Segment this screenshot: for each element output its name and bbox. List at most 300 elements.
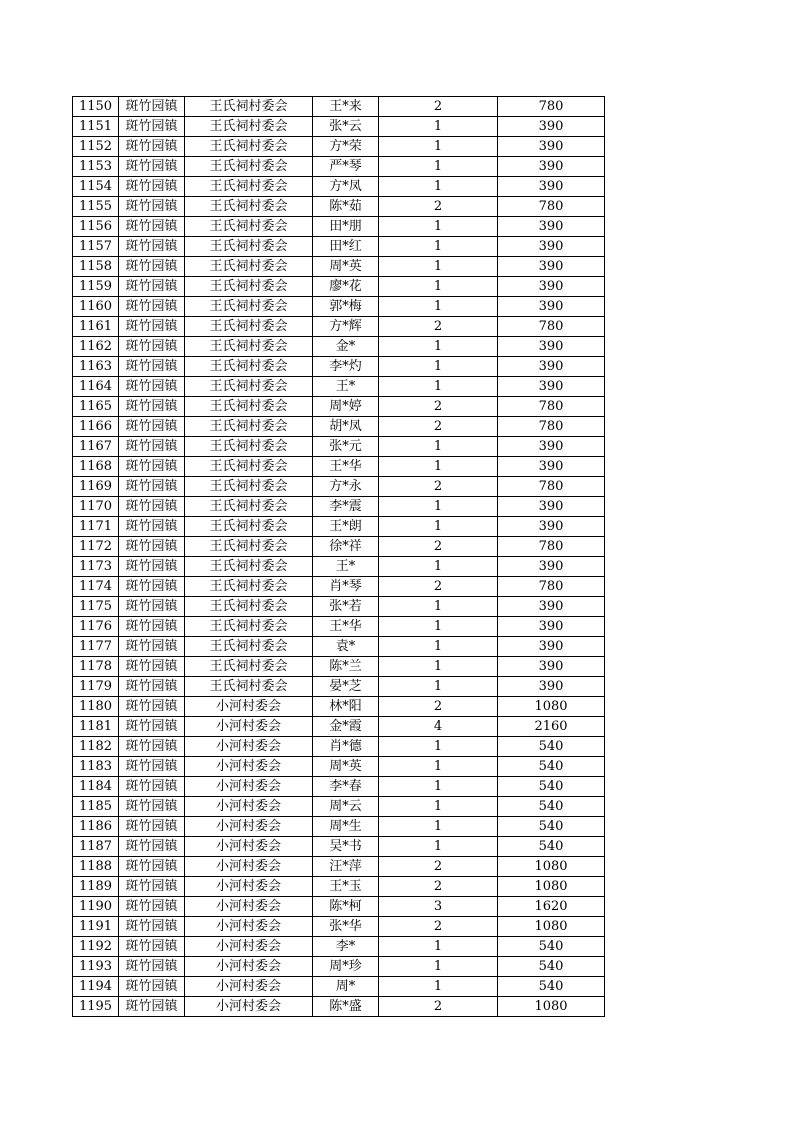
town-cell: 斑竹园镇 [119, 857, 185, 877]
village-cell: 小河村委会 [185, 877, 313, 897]
table-row [73, 817, 605, 837]
village-cell: 小河村委会 [185, 917, 313, 937]
town-cell: 斑竹园镇 [119, 177, 185, 197]
table-row [73, 177, 605, 197]
row-number-cell: 1166 [73, 417, 119, 437]
name-cell: 金*霞 [313, 717, 379, 737]
village-cell: 王氏祠村委会 [185, 637, 313, 657]
village-cell: 王氏祠村委会 [185, 257, 313, 277]
village-cell: 小河村委会 [185, 937, 313, 957]
name-cell: 周*珍 [313, 957, 379, 977]
count-cell: 1 [379, 177, 498, 197]
count-cell: 1 [379, 517, 498, 537]
name-cell: 李*春 [313, 777, 379, 797]
row-number-cell: 1175 [73, 597, 119, 617]
amount-cell: 780 [498, 197, 605, 217]
count-cell: 1 [379, 677, 498, 697]
village-cell: 小河村委会 [185, 857, 313, 877]
village-cell: 小河村委会 [185, 957, 313, 977]
count-cell: 1 [379, 457, 498, 477]
row-number-cell: 1171 [73, 517, 119, 537]
name-cell: 王* [313, 377, 379, 397]
table-row [73, 357, 605, 377]
amount-cell: 540 [498, 837, 605, 857]
row-number-cell: 1179 [73, 677, 119, 697]
table-row [73, 677, 605, 697]
count-cell: 1 [379, 797, 498, 817]
amount-cell: 390 [498, 217, 605, 237]
table-row [73, 97, 605, 117]
name-cell: 张*若 [313, 597, 379, 617]
table-row [73, 497, 605, 517]
table-row [73, 397, 605, 417]
village-cell: 小河村委会 [185, 697, 313, 717]
name-cell: 张*元 [313, 437, 379, 457]
row-number-cell: 1194 [73, 977, 119, 997]
village-cell: 小河村委会 [185, 777, 313, 797]
name-cell: 周*生 [313, 817, 379, 837]
name-cell: 陈*盛 [313, 997, 379, 1017]
table-row [73, 597, 605, 617]
name-cell: 李* [313, 937, 379, 957]
town-cell: 斑竹园镇 [119, 337, 185, 357]
name-cell: 陈*茹 [313, 197, 379, 217]
row-number-cell: 1172 [73, 537, 119, 557]
row-number-cell: 1190 [73, 897, 119, 917]
village-cell: 王氏祠村委会 [185, 537, 313, 557]
row-number-cell: 1162 [73, 337, 119, 357]
village-cell: 王氏祠村委会 [185, 617, 313, 637]
row-number-cell: 1169 [73, 477, 119, 497]
count-cell: 1 [379, 497, 498, 517]
amount-cell: 390 [498, 657, 605, 677]
row-number-cell: 1168 [73, 457, 119, 477]
table-row [73, 557, 605, 577]
town-cell: 斑竹园镇 [119, 217, 185, 237]
town-cell: 斑竹园镇 [119, 397, 185, 417]
town-cell: 斑竹园镇 [119, 417, 185, 437]
table-row [73, 737, 605, 757]
row-number-cell: 1154 [73, 177, 119, 197]
village-cell: 王氏祠村委会 [185, 277, 313, 297]
amount-cell: 390 [498, 357, 605, 377]
row-number-cell: 1161 [73, 317, 119, 337]
town-cell: 斑竹园镇 [119, 377, 185, 397]
row-number-cell: 1193 [73, 957, 119, 977]
village-cell: 小河村委会 [185, 997, 313, 1017]
town-cell: 斑竹园镇 [119, 557, 185, 577]
row-number-cell: 1177 [73, 637, 119, 657]
town-cell: 斑竹园镇 [119, 897, 185, 917]
town-cell: 斑竹园镇 [119, 257, 185, 277]
row-number-cell: 1165 [73, 397, 119, 417]
row-number-cell: 1192 [73, 937, 119, 957]
row-number-cell: 1187 [73, 837, 119, 857]
row-number-cell: 1152 [73, 137, 119, 157]
amount-cell: 390 [498, 377, 605, 397]
count-cell: 1 [379, 277, 498, 297]
count-cell: 1 [379, 637, 498, 657]
village-cell: 王氏祠村委会 [185, 157, 313, 177]
village-cell: 王氏祠村委会 [185, 337, 313, 357]
row-number-cell: 1186 [73, 817, 119, 837]
table-row [73, 957, 605, 977]
row-number-cell: 1159 [73, 277, 119, 297]
amount-cell: 780 [498, 397, 605, 417]
table-row [73, 777, 605, 797]
amount-cell: 390 [498, 517, 605, 537]
count-cell: 1 [379, 557, 498, 577]
name-cell: 肖*琴 [313, 577, 379, 597]
village-cell: 王氏祠村委会 [185, 597, 313, 617]
name-cell: 周*婷 [313, 397, 379, 417]
count-cell: 1 [379, 837, 498, 857]
amount-cell: 1620 [498, 897, 605, 917]
amount-cell: 390 [498, 237, 605, 257]
amount-cell: 1080 [498, 697, 605, 717]
table-row [73, 637, 605, 657]
table-row [73, 337, 605, 357]
amount-cell: 390 [498, 137, 605, 157]
count-cell: 1 [379, 977, 498, 997]
amount-cell: 390 [498, 677, 605, 697]
row-number-cell: 1176 [73, 617, 119, 637]
row-number-cell: 1181 [73, 717, 119, 737]
amount-cell: 540 [498, 777, 605, 797]
data-table [72, 96, 605, 1017]
count-cell: 1 [379, 357, 498, 377]
table-row [73, 797, 605, 817]
name-cell: 胡*凤 [313, 417, 379, 437]
town-cell: 斑竹园镇 [119, 637, 185, 657]
table-row [73, 117, 605, 137]
amount-cell: 1080 [498, 917, 605, 937]
table-row [73, 897, 605, 917]
village-cell: 小河村委会 [185, 977, 313, 997]
town-cell: 斑竹园镇 [119, 937, 185, 957]
count-cell: 1 [379, 257, 498, 277]
village-cell: 王氏祠村委会 [185, 137, 313, 157]
town-cell: 斑竹园镇 [119, 117, 185, 137]
amount-cell: 780 [498, 417, 605, 437]
amount-cell: 1080 [498, 877, 605, 897]
table-row [73, 137, 605, 157]
name-cell: 金* [313, 337, 379, 357]
village-cell: 小河村委会 [185, 757, 313, 777]
village-cell: 王氏祠村委会 [185, 677, 313, 697]
village-cell: 王氏祠村委会 [185, 377, 313, 397]
amount-cell: 390 [498, 497, 605, 517]
village-cell: 小河村委会 [185, 797, 313, 817]
village-cell: 王氏祠村委会 [185, 657, 313, 677]
table-row [73, 997, 605, 1017]
count-cell: 1 [379, 777, 498, 797]
count-cell: 1 [379, 297, 498, 317]
amount-cell: 390 [498, 257, 605, 277]
name-cell: 汪*萍 [313, 857, 379, 877]
town-cell: 斑竹园镇 [119, 797, 185, 817]
row-number-cell: 1185 [73, 797, 119, 817]
town-cell: 斑竹园镇 [119, 717, 185, 737]
town-cell: 斑竹园镇 [119, 737, 185, 757]
town-cell: 斑竹园镇 [119, 677, 185, 697]
count-cell: 4 [379, 717, 498, 737]
row-number-cell: 1156 [73, 217, 119, 237]
row-number-cell: 1158 [73, 257, 119, 277]
town-cell: 斑竹园镇 [119, 997, 185, 1017]
row-number-cell: 1184 [73, 777, 119, 797]
name-cell: 廖*花 [313, 277, 379, 297]
amount-cell: 390 [498, 157, 605, 177]
count-cell: 2 [379, 97, 498, 117]
row-number-cell: 1170 [73, 497, 119, 517]
table-row [73, 317, 605, 337]
table-row [73, 417, 605, 437]
village-cell: 王氏祠村委会 [185, 97, 313, 117]
row-number-cell: 1174 [73, 577, 119, 597]
town-cell: 斑竹园镇 [119, 137, 185, 157]
amount-cell: 540 [498, 817, 605, 837]
name-cell: 吴*书 [313, 837, 379, 857]
name-cell: 严*琴 [313, 157, 379, 177]
row-number-cell: 1188 [73, 857, 119, 877]
row-number-cell: 1191 [73, 917, 119, 937]
table-row [73, 757, 605, 777]
table-row [73, 237, 605, 257]
name-cell: 周*英 [313, 757, 379, 777]
name-cell: 王* [313, 557, 379, 577]
row-number-cell: 1151 [73, 117, 119, 137]
village-cell: 王氏祠村委会 [185, 357, 313, 377]
name-cell: 周*英 [313, 257, 379, 277]
count-cell: 2 [379, 917, 498, 937]
table-body [73, 97, 605, 1017]
town-cell: 斑竹园镇 [119, 517, 185, 537]
count-cell: 2 [379, 877, 498, 897]
name-cell: 郭*梅 [313, 297, 379, 317]
count-cell: 2 [379, 397, 498, 417]
amount-cell: 780 [498, 537, 605, 557]
row-number-cell: 1164 [73, 377, 119, 397]
village-cell: 小河村委会 [185, 737, 313, 757]
count-cell: 1 [379, 137, 498, 157]
village-cell: 王氏祠村委会 [185, 397, 313, 417]
amount-cell: 780 [498, 317, 605, 337]
count-cell: 1 [379, 437, 498, 457]
row-number-cell: 1155 [73, 197, 119, 217]
count-cell: 2 [379, 997, 498, 1017]
town-cell: 斑竹园镇 [119, 917, 185, 937]
name-cell: 方*凤 [313, 177, 379, 197]
table-row [73, 657, 605, 677]
amount-cell: 390 [498, 437, 605, 457]
name-cell: 袁* [313, 637, 379, 657]
town-cell: 斑竹园镇 [119, 497, 185, 517]
town-cell: 斑竹园镇 [119, 157, 185, 177]
table-row [73, 617, 605, 637]
table-row [73, 697, 605, 717]
row-number-cell: 1160 [73, 297, 119, 317]
name-cell: 张*云 [313, 117, 379, 137]
table-row [73, 217, 605, 237]
table-row [73, 457, 605, 477]
town-cell: 斑竹园镇 [119, 697, 185, 717]
table-row [73, 157, 605, 177]
village-cell: 王氏祠村委会 [185, 557, 313, 577]
village-cell: 王氏祠村委会 [185, 217, 313, 237]
town-cell: 斑竹园镇 [119, 457, 185, 477]
name-cell: 田*朋 [313, 217, 379, 237]
village-cell: 小河村委会 [185, 897, 313, 917]
count-cell: 1 [379, 957, 498, 977]
table-row [73, 297, 605, 317]
village-cell: 王氏祠村委会 [185, 177, 313, 197]
village-cell: 王氏祠村委会 [185, 317, 313, 337]
amount-cell: 390 [498, 297, 605, 317]
village-cell: 王氏祠村委会 [185, 517, 313, 537]
name-cell: 周* [313, 977, 379, 997]
town-cell: 斑竹园镇 [119, 577, 185, 597]
count-cell: 1 [379, 657, 498, 677]
table-row [73, 477, 605, 497]
town-cell: 斑竹园镇 [119, 777, 185, 797]
name-cell: 李*震 [313, 497, 379, 517]
name-cell: 张*华 [313, 917, 379, 937]
amount-cell: 390 [498, 337, 605, 357]
count-cell: 1 [379, 217, 498, 237]
row-number-cell: 1153 [73, 157, 119, 177]
count-cell: 2 [379, 197, 498, 217]
row-number-cell: 1182 [73, 737, 119, 757]
table-row [73, 937, 605, 957]
amount-cell: 390 [498, 177, 605, 197]
town-cell: 斑竹园镇 [119, 477, 185, 497]
row-number-cell: 1183 [73, 757, 119, 777]
count-cell: 2 [379, 857, 498, 877]
town-cell: 斑竹园镇 [119, 877, 185, 897]
amount-cell: 540 [498, 977, 605, 997]
town-cell: 斑竹园镇 [119, 537, 185, 557]
count-cell: 1 [379, 737, 498, 757]
count-cell: 1 [379, 377, 498, 397]
count-cell: 2 [379, 537, 498, 557]
table-row [73, 537, 605, 557]
table-row [73, 437, 605, 457]
name-cell: 王*来 [313, 97, 379, 117]
amount-cell: 390 [498, 557, 605, 577]
name-cell: 林*阳 [313, 697, 379, 717]
amount-cell: 390 [498, 277, 605, 297]
town-cell: 斑竹园镇 [119, 837, 185, 857]
count-cell: 1 [379, 817, 498, 837]
amount-cell: 1080 [498, 857, 605, 877]
table-row [73, 377, 605, 397]
town-cell: 斑竹园镇 [119, 657, 185, 677]
name-cell: 王*华 [313, 457, 379, 477]
table-row [73, 277, 605, 297]
amount-cell: 390 [498, 637, 605, 657]
amount-cell: 540 [498, 757, 605, 777]
amount-cell: 540 [498, 957, 605, 977]
count-cell: 1 [379, 617, 498, 637]
name-cell: 晏*芝 [313, 677, 379, 697]
count-cell: 3 [379, 897, 498, 917]
town-cell: 斑竹园镇 [119, 617, 185, 637]
amount-cell: 390 [498, 117, 605, 137]
table-row [73, 517, 605, 537]
table-row [73, 837, 605, 857]
count-cell: 2 [379, 317, 498, 337]
row-number-cell: 1189 [73, 877, 119, 897]
amount-cell: 540 [498, 737, 605, 757]
village-cell: 王氏祠村委会 [185, 197, 313, 217]
town-cell: 斑竹园镇 [119, 757, 185, 777]
name-cell: 方*永 [313, 477, 379, 497]
town-cell: 斑竹园镇 [119, 97, 185, 117]
amount-cell: 1080 [498, 997, 605, 1017]
town-cell: 斑竹园镇 [119, 317, 185, 337]
row-number-cell: 1178 [73, 657, 119, 677]
town-cell: 斑竹园镇 [119, 237, 185, 257]
row-number-cell: 1157 [73, 237, 119, 257]
village-cell: 王氏祠村委会 [185, 577, 313, 597]
amount-cell: 390 [498, 617, 605, 637]
town-cell: 斑竹园镇 [119, 977, 185, 997]
town-cell: 斑竹园镇 [119, 817, 185, 837]
count-cell: 1 [379, 597, 498, 617]
village-cell: 王氏祠村委会 [185, 417, 313, 437]
village-cell: 小河村委会 [185, 837, 313, 857]
count-cell: 2 [379, 577, 498, 597]
row-number-cell: 1163 [73, 357, 119, 377]
town-cell: 斑竹园镇 [119, 357, 185, 377]
village-cell: 王氏祠村委会 [185, 297, 313, 317]
amount-cell: 390 [498, 457, 605, 477]
table-row [73, 877, 605, 897]
amount-cell: 780 [498, 97, 605, 117]
amount-cell: 540 [498, 937, 605, 957]
town-cell: 斑竹园镇 [119, 297, 185, 317]
name-cell: 王*华 [313, 617, 379, 637]
town-cell: 斑竹园镇 [119, 277, 185, 297]
village-cell: 王氏祠村委会 [185, 437, 313, 457]
amount-cell: 540 [498, 797, 605, 817]
count-cell: 1 [379, 757, 498, 777]
name-cell: 方*辉 [313, 317, 379, 337]
row-number-cell: 1195 [73, 997, 119, 1017]
name-cell: 王*玉 [313, 877, 379, 897]
row-number-cell: 1173 [73, 557, 119, 577]
row-number-cell: 1150 [73, 97, 119, 117]
village-cell: 王氏祠村委会 [185, 497, 313, 517]
name-cell: 徐*祥 [313, 537, 379, 557]
table-row [73, 577, 605, 597]
row-number-cell: 1180 [73, 697, 119, 717]
count-cell: 1 [379, 117, 498, 137]
village-cell: 王氏祠村委会 [185, 477, 313, 497]
name-cell: 陈*兰 [313, 657, 379, 677]
row-number-cell: 1167 [73, 437, 119, 457]
name-cell: 王*朗 [313, 517, 379, 537]
table-row [73, 717, 605, 737]
count-cell: 1 [379, 237, 498, 257]
village-cell: 王氏祠村委会 [185, 117, 313, 137]
name-cell: 田*红 [313, 237, 379, 257]
town-cell: 斑竹园镇 [119, 957, 185, 977]
table-row [73, 917, 605, 937]
count-cell: 2 [379, 477, 498, 497]
village-cell: 王氏祠村委会 [185, 237, 313, 257]
